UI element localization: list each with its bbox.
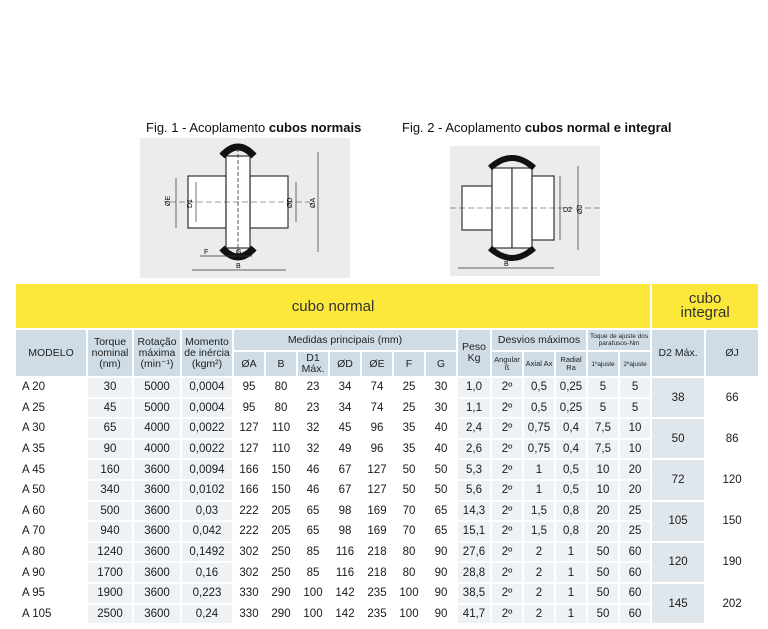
integral-oj: 150 (706, 502, 758, 541)
header-d2: D2 Máx. (652, 330, 704, 376)
row-cell: 96 (362, 419, 392, 438)
row-cell: 142 (330, 584, 360, 603)
row-cell: 290 (266, 584, 296, 603)
row-cell: 169 (362, 502, 392, 521)
row-cell: 1,1 (458, 399, 490, 418)
integral-d2: 38 (652, 378, 704, 417)
row-cell: 60 (620, 605, 650, 624)
row-cell: 1 (524, 460, 554, 479)
row-cell: 74 (362, 399, 392, 418)
row-cell: 1,5 (524, 502, 554, 521)
row-cell: 0,0102 (182, 481, 232, 500)
row-cell: 90 (426, 563, 456, 582)
row-cell: 2,4 (458, 419, 490, 438)
row-cell: 90 (426, 605, 456, 624)
row-cell: 222 (234, 522, 264, 541)
row-cell: 142 (330, 605, 360, 624)
row-cell: 250 (266, 563, 296, 582)
row-cell: 7,5 (588, 419, 618, 438)
fig2-caption: Fig. 2 - Acoplamento cubos normal e integral (402, 120, 672, 135)
row-cell: 65 (298, 502, 328, 521)
row-cell: 65 (426, 522, 456, 541)
row-cell: 14,3 (458, 502, 490, 521)
header-oa: ØA (234, 352, 264, 376)
header-f: F (394, 352, 424, 376)
row-cell: 50 (426, 481, 456, 500)
row-cell: 0,75 (524, 440, 554, 459)
row-cell: 0,03 (182, 502, 232, 521)
fig1-label-f: F (204, 249, 209, 256)
row-cell: 1 (556, 543, 586, 562)
header-b: B (266, 352, 296, 376)
row-cell: 127 (234, 419, 264, 438)
row-cell: 205 (266, 522, 296, 541)
table-body (16, 378, 758, 623)
row-cell: 100 (394, 605, 424, 624)
row-cell: 98 (330, 522, 360, 541)
row-cell: 2 (524, 543, 554, 562)
row-cell: 127 (362, 481, 392, 500)
header-torque: Torque nominal (nm) (88, 330, 132, 376)
row-cell: 10 (588, 460, 618, 479)
row-cell: 100 (298, 584, 328, 603)
row-cell: 0,5 (556, 460, 586, 479)
row-cell: 116 (330, 543, 360, 562)
table-row (16, 584, 758, 603)
row-cell: 110 (266, 419, 296, 438)
row-cell: 5 (588, 399, 618, 418)
row-cell: 60 (620, 563, 650, 582)
row-cell: 0,0022 (182, 419, 232, 438)
row-cell: 0,0022 (182, 440, 232, 459)
header-radial: Radial Ra (556, 352, 586, 376)
row-cell: 1 (556, 605, 586, 624)
row-cell: 100 (394, 584, 424, 603)
header-angular: Angular ß (492, 352, 522, 376)
fig1-label-oD: ØD (287, 197, 294, 208)
row-model: A 30 (16, 419, 86, 438)
fig2-label-b: B (504, 261, 509, 268)
row-cell: 235 (362, 605, 392, 624)
row-cell: 46 (298, 460, 328, 479)
group-header-integral: cubo integral (652, 284, 758, 328)
row-cell: 3600 (134, 605, 180, 624)
integral-d2: 50 (652, 419, 704, 458)
row-model: A 20 (16, 378, 86, 397)
row-cell: 1 (556, 584, 586, 603)
row-cell: 2º (492, 460, 522, 479)
row-cell: 3600 (134, 502, 180, 521)
row-cell: 10 (620, 419, 650, 438)
row-cell: 98 (330, 502, 360, 521)
integral-oj: 120 (706, 460, 758, 499)
integral-oj: 66 (706, 378, 758, 417)
row-cell: 0,8 (556, 502, 586, 521)
row-cell: 2º (492, 522, 522, 541)
row-cell: 30 (426, 378, 456, 397)
row-cell: 28,8 (458, 563, 490, 582)
header-g: G (426, 352, 456, 376)
row-cell: 50 (588, 543, 618, 562)
row-cell: 166 (234, 460, 264, 479)
row-cell: 0,25 (556, 378, 586, 397)
row-cell: 0,8 (556, 522, 586, 541)
row-cell: 20 (620, 481, 650, 500)
row-cell: 500 (88, 502, 132, 521)
row-cell: 80 (266, 378, 296, 397)
row-cell: 90 (426, 543, 456, 562)
header-ajuste1: 1ºajuste (588, 352, 618, 376)
row-cell: 85 (298, 563, 328, 582)
row-cell: 2º (492, 502, 522, 521)
header-oe: ØE (362, 352, 392, 376)
row-cell: 50 (588, 584, 618, 603)
row-cell: 67 (330, 481, 360, 500)
row-cell: 150 (266, 460, 296, 479)
row-cell: 90 (426, 584, 456, 603)
header-axial: Axial Ax (524, 352, 554, 376)
fig2-label-d2: D2 (563, 207, 572, 214)
row-cell: 34 (330, 378, 360, 397)
row-cell: 4000 (134, 419, 180, 438)
row-cell: 2º (492, 543, 522, 562)
row-cell: 40 (426, 440, 456, 459)
row-cell: 3600 (134, 563, 180, 582)
row-cell: 34 (330, 399, 360, 418)
row-cell: 23 (298, 378, 328, 397)
row-cell: 2,6 (458, 440, 490, 459)
row-cell: 1 (524, 481, 554, 500)
row-cell: 340 (88, 481, 132, 500)
row-cell: 50 (588, 563, 618, 582)
row-cell: 1700 (88, 563, 132, 582)
integral-oj: 86 (706, 419, 758, 458)
row-model: A 80 (16, 543, 86, 562)
fig1-caption: Fig. 1 - Acoplamento cubos normais (146, 120, 362, 135)
row-cell: 7,5 (588, 440, 618, 459)
row-cell: 95 (234, 378, 264, 397)
integral-oj: 202 (706, 584, 758, 623)
row-cell: 35 (394, 419, 424, 438)
row-cell: 80 (394, 563, 424, 582)
fig1-label-d1: D1 (187, 199, 194, 208)
row-cell: 40 (426, 419, 456, 438)
row-cell: 50 (394, 460, 424, 479)
row-cell: 169 (362, 522, 392, 541)
row-cell: 940 (88, 522, 132, 541)
header-momento: Momento de inércia (kgm²) (182, 330, 232, 376)
row-cell: 25 (394, 399, 424, 418)
header-toque: Toque de ajuste dos parafusos-Nm (588, 330, 650, 350)
row-cell: 1900 (88, 584, 132, 603)
fig1-label-oE: ØE (165, 195, 172, 206)
row-model: A 45 (16, 460, 86, 479)
table-row (16, 522, 758, 541)
row-cell: 50 (588, 605, 618, 624)
row-cell: 32 (298, 440, 328, 459)
row-cell: 65 (298, 522, 328, 541)
row-cell: 3600 (134, 460, 180, 479)
row-cell: 2 (524, 605, 554, 624)
header-rotacao: Rotação máxima (min⁻¹) (134, 330, 180, 376)
header-od: ØD (330, 352, 360, 376)
row-cell: 222 (234, 502, 264, 521)
header-ajuste2: 2ºajuste (620, 352, 650, 376)
row-cell: 2º (492, 563, 522, 582)
header-medidas: Medidas principais (mm) (234, 330, 456, 350)
row-cell: 96 (362, 440, 392, 459)
table-row (16, 502, 758, 521)
row-cell: 60 (620, 543, 650, 562)
row-cell: 160 (88, 460, 132, 479)
row-cell: 3600 (134, 522, 180, 541)
row-cell: 23 (298, 399, 328, 418)
row-cell: 49 (330, 440, 360, 459)
row-cell: 45 (330, 419, 360, 438)
row-cell: 5000 (134, 378, 180, 397)
row-cell: 2º (492, 378, 522, 397)
fig2-label-oJ: ØJ (577, 205, 584, 214)
row-cell: 205 (266, 502, 296, 521)
row-cell: 25 (394, 378, 424, 397)
row-cell: 2º (492, 419, 522, 438)
coupling-spec-table (14, 282, 760, 625)
row-cell: 116 (330, 563, 360, 582)
header-peso: Peso Kg (458, 330, 490, 376)
row-cell: 32 (298, 419, 328, 438)
fig2-drawing (450, 146, 600, 276)
row-cell: 80 (394, 543, 424, 562)
row-cell: 330 (234, 605, 264, 624)
row-cell: 95 (234, 399, 264, 418)
row-cell: 20 (588, 522, 618, 541)
row-cell: 30 (88, 378, 132, 397)
row-cell: 65 (426, 502, 456, 521)
table-row (16, 543, 758, 562)
row-cell: 0,0094 (182, 460, 232, 479)
row-cell: 0,0004 (182, 378, 232, 397)
row-cell: 0,5 (524, 378, 554, 397)
row-cell: 1,5 (524, 522, 554, 541)
row-cell: 2º (492, 399, 522, 418)
row-cell: 90 (88, 440, 132, 459)
table-row (16, 460, 758, 479)
row-cell: 25 (620, 502, 650, 521)
figures-area (0, 110, 768, 280)
header-modelo: MODELO (16, 330, 86, 376)
row-model: A 70 (16, 522, 86, 541)
row-cell: 3600 (134, 543, 180, 562)
row-cell: 0,24 (182, 605, 232, 624)
row-cell: 3600 (134, 584, 180, 603)
row-model: A 90 (16, 563, 86, 582)
row-cell: 46 (298, 481, 328, 500)
row-cell: 150 (266, 481, 296, 500)
row-cell: 2º (492, 605, 522, 624)
row-cell: 5 (620, 399, 650, 418)
row-cell: 100 (298, 605, 328, 624)
row-cell: 5 (588, 378, 618, 397)
row-cell: 302 (234, 563, 264, 582)
row-model: A 50 (16, 481, 86, 500)
table-row (16, 440, 758, 459)
row-cell: 0,5 (524, 399, 554, 418)
row-cell: 0,16 (182, 563, 232, 582)
row-cell: 20 (620, 460, 650, 479)
integral-d2: 120 (652, 543, 704, 582)
row-cell: 27,6 (458, 543, 490, 562)
row-cell: 5 (620, 378, 650, 397)
row-cell: 2º (492, 481, 522, 500)
table-row (16, 399, 758, 418)
row-cell: 0,1492 (182, 543, 232, 562)
row-cell: 0,25 (556, 399, 586, 418)
row-cell: 10 (620, 440, 650, 459)
row-cell: 290 (266, 605, 296, 624)
row-cell: 70 (394, 522, 424, 541)
row-cell: 110 (266, 440, 296, 459)
row-cell: 3600 (134, 481, 180, 500)
row-cell: 302 (234, 543, 264, 562)
row-cell: 60 (620, 584, 650, 603)
row-cell: 1,0 (458, 378, 490, 397)
row-cell: 0,0004 (182, 399, 232, 418)
row-cell: 0,042 (182, 522, 232, 541)
row-cell: 38,5 (458, 584, 490, 603)
row-cell: 0,223 (182, 584, 232, 603)
integral-d2: 145 (652, 584, 704, 623)
row-cell: 4000 (134, 440, 180, 459)
row-cell: 50 (426, 460, 456, 479)
row-cell: 235 (362, 584, 392, 603)
row-cell: 0,4 (556, 440, 586, 459)
table-row (16, 378, 758, 397)
row-cell: 2500 (88, 605, 132, 624)
row-model: A 35 (16, 440, 86, 459)
row-cell: 15,1 (458, 522, 490, 541)
row-cell: 250 (266, 543, 296, 562)
row-cell: 5,6 (458, 481, 490, 500)
header-d1: D1 Máx. (298, 352, 328, 376)
row-cell: 41,7 (458, 605, 490, 624)
row-cell: 2º (492, 584, 522, 603)
row-cell: 25 (620, 522, 650, 541)
table-row (16, 605, 758, 624)
row-cell: 70 (394, 502, 424, 521)
fig1-label-g: G (236, 249, 242, 256)
row-cell: 30 (426, 399, 456, 418)
header-desvios: Desvios máximos (492, 330, 586, 350)
table-row (16, 563, 758, 582)
row-cell: 1240 (88, 543, 132, 562)
row-cell: 67 (330, 460, 360, 479)
header-oj: ØJ (706, 330, 758, 376)
row-model: A 105 (16, 605, 86, 624)
row-cell: 5000 (134, 399, 180, 418)
row-cell: 74 (362, 378, 392, 397)
row-cell: 10 (588, 481, 618, 500)
row-cell: 166 (234, 481, 264, 500)
row-cell: 2 (524, 584, 554, 603)
row-cell: 218 (362, 563, 392, 582)
row-cell: 85 (298, 543, 328, 562)
row-cell: 330 (234, 584, 264, 603)
row-model: A 25 (16, 399, 86, 418)
row-cell: 35 (394, 440, 424, 459)
row-cell: 50 (394, 481, 424, 500)
integral-oj: 190 (706, 543, 758, 582)
row-model: A 95 (16, 584, 86, 603)
row-cell: 218 (362, 543, 392, 562)
row-cell: 65 (88, 419, 132, 438)
fig1-label-oA: ØA (310, 197, 317, 208)
row-cell: 0,4 (556, 419, 586, 438)
row-cell: 20 (588, 502, 618, 521)
table-row (16, 419, 758, 438)
row-model: A 60 (16, 502, 86, 521)
row-cell: 0,75 (524, 419, 554, 438)
fig1-label-b: B (236, 263, 241, 270)
row-cell: 1 (556, 563, 586, 582)
fig1-drawing (140, 138, 350, 278)
integral-d2: 105 (652, 502, 704, 541)
integral-d2: 72 (652, 460, 704, 499)
group-header-normal: cubo normal (16, 284, 650, 328)
row-cell: 2 (524, 563, 554, 582)
row-cell: 80 (266, 399, 296, 418)
row-cell: 45 (88, 399, 132, 418)
row-cell: 2º (492, 440, 522, 459)
row-cell: 127 (234, 440, 264, 459)
row-cell: 0,5 (556, 481, 586, 500)
row-cell: 127 (362, 460, 392, 479)
table-row (16, 481, 758, 500)
row-cell: 5,3 (458, 460, 490, 479)
